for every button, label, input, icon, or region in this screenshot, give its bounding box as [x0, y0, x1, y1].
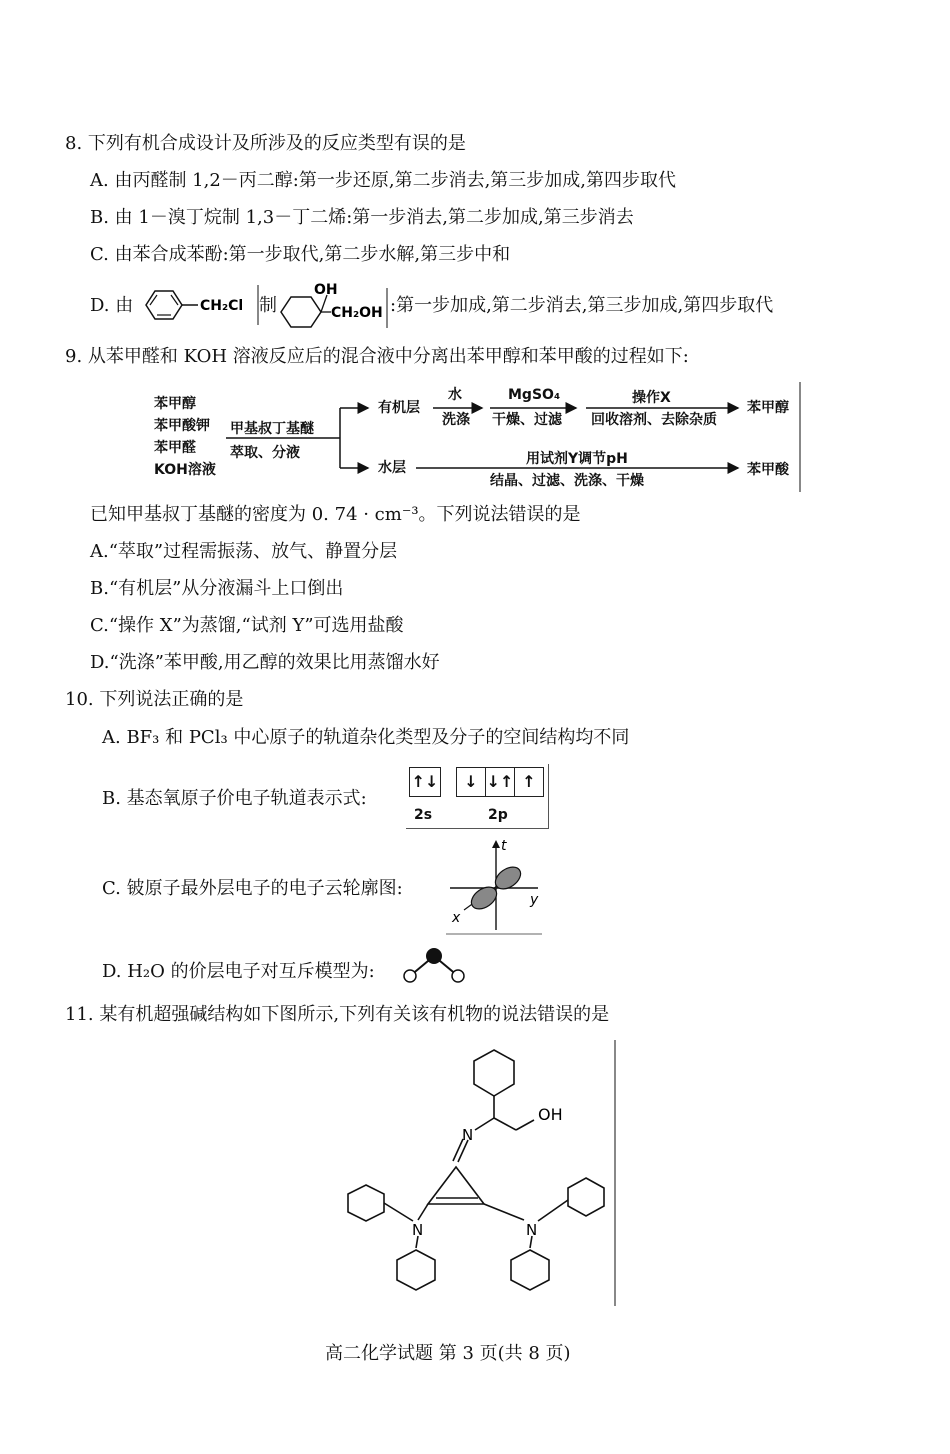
flow-step1-top: 甲基叔丁基醚 [230, 421, 314, 437]
q10-option-a: A. BF₃ 和 PCl₃ 中心原子的轨道杂化类型及分子的空间结构均不同 [102, 727, 630, 748]
axis-y-label: y [530, 892, 539, 908]
flow-s2-top: 水 [448, 387, 462, 403]
flow-arrows [150, 382, 802, 494]
cyclohexyl-diol-structure [277, 280, 389, 332]
orbital-2s-label: 2s [414, 807, 433, 823]
flow-aq-top: 用试剂Y调节pH [526, 451, 628, 467]
left-n-label: N [412, 1221, 424, 1239]
flow-product-benzyl-alcohol: 苯甲醇 [747, 400, 789, 416]
flow-organic-layer: 有机层 [378, 400, 420, 416]
q9-option-a: A.“萃取”过程需振荡、放气、静置分层 [90, 541, 398, 562]
orbital-2p-box-3: ↑ [514, 767, 544, 797]
orbital-2p-box-2: ↓↑ [485, 767, 515, 797]
flow-step1-bottom: 萃取、分液 [230, 445, 300, 461]
q8-option-a: A. 由丙醛制 1,2－丙二醇:第一步还原,第二步消去,第三步加成,第四步取代 [90, 170, 677, 191]
q8-option-d-mid: 制 [259, 295, 277, 316]
q9-note: 已知甲基叔丁基醚的密度为 0. 74 · cm⁻³。下列说法错误的是 [90, 504, 581, 525]
h2o-vsepr-model [400, 946, 470, 990]
diol-oh-label: OH [314, 282, 338, 298]
flow-s4-top: 操作X [632, 390, 671, 406]
flow-mixture-1: 苯甲醇 [154, 396, 196, 412]
flow-aqueous-layer: 水层 [378, 460, 406, 476]
diol-ch2oh-label: CH₂OH [331, 305, 383, 321]
flow-mixture-3: 苯甲醛 [154, 440, 196, 456]
q8-option-b: B. 由 1－溴丁烷制 1,3－丁二烯:第一步消去,第二步加成,第三步消去 [90, 207, 634, 228]
imine-n-label: N [462, 1126, 474, 1144]
benzyl-chloride-structure [138, 283, 260, 327]
orbital-2p-box-1: ↓ [456, 767, 486, 797]
flow-s4-bottom: 回收溶剂、去除杂质 [591, 412, 717, 428]
orbital-2p-label: 2p [488, 807, 508, 823]
flow-aq-bottom: 结晶、过滤、洗涤、干燥 [490, 473, 644, 489]
q9-stem: 9. 从苯甲醛和 KOH 溶液反应后的混合液中分离出苯甲醇和苯甲酸的过程如下: [65, 346, 689, 367]
flow-s2-bottom: 洗涤 [442, 412, 470, 428]
q10-option-d: D. H₂O 的价层电子对互斥模型为: [102, 961, 375, 982]
flow-s3-top: MgSO₄ [508, 387, 561, 403]
benzyl-chloride-label: CH₂Cl [200, 298, 244, 314]
superbase-structure [330, 1040, 620, 1308]
axis-x-label: x [452, 910, 461, 926]
flow-product-benzoic-acid: 苯甲酸 [747, 462, 789, 478]
be-electron-cloud-diagram [446, 838, 544, 936]
q10-option-c: C. 铍原子最外层电子的电子云轮廓图: [102, 878, 403, 899]
q11-stem: 11. 某有机超强碱结构如下图所示,下列有关该有机物的说法错误的是 [65, 1004, 610, 1025]
q8-option-c: C. 由苯合成苯酚:第一步取代,第二步水解,第三步中和 [90, 244, 511, 265]
q9-option-b: B.“有机层”从分液漏斗上口倒出 [90, 578, 344, 599]
q8-option-d-suffix: :第一步加成,第二步消去,第三步加成,第四步取代 [390, 295, 774, 316]
q8-option-d-prefix: D. 由 [90, 295, 134, 316]
axis-t-label: t [501, 838, 507, 854]
q10-stem: 10. 下列说法正确的是 [65, 689, 244, 710]
orbital-2s-box: ↑↓ [409, 767, 441, 797]
oh-label: OH [538, 1105, 563, 1124]
flow-mixture-2: 苯甲酸钾 [154, 418, 210, 434]
right-n-label: N [526, 1221, 538, 1239]
q9-option-c: C.“操作 X”为蒸馏,“试剂 Y”可选用盐酸 [90, 615, 404, 636]
q9-flowchart [150, 382, 802, 494]
page-footer: 高二化学试题 第 3 页(共 8 页) [325, 1343, 571, 1364]
flow-mixture-4: KOH溶液 [154, 462, 216, 478]
flow-s3-bottom: 干燥、过滤 [492, 412, 562, 428]
q10-option-b: B. 基态氧原子价电子轨道表示式: [102, 788, 367, 809]
q9-option-d: D.“洗涤”苯甲酸,用乙醇的效果比用蒸馏水好 [90, 652, 440, 673]
q8-stem: 8. 下列有机合成设计及所涉及的反应类型有误的是 [65, 133, 466, 154]
orbital-diagram [406, 764, 549, 829]
